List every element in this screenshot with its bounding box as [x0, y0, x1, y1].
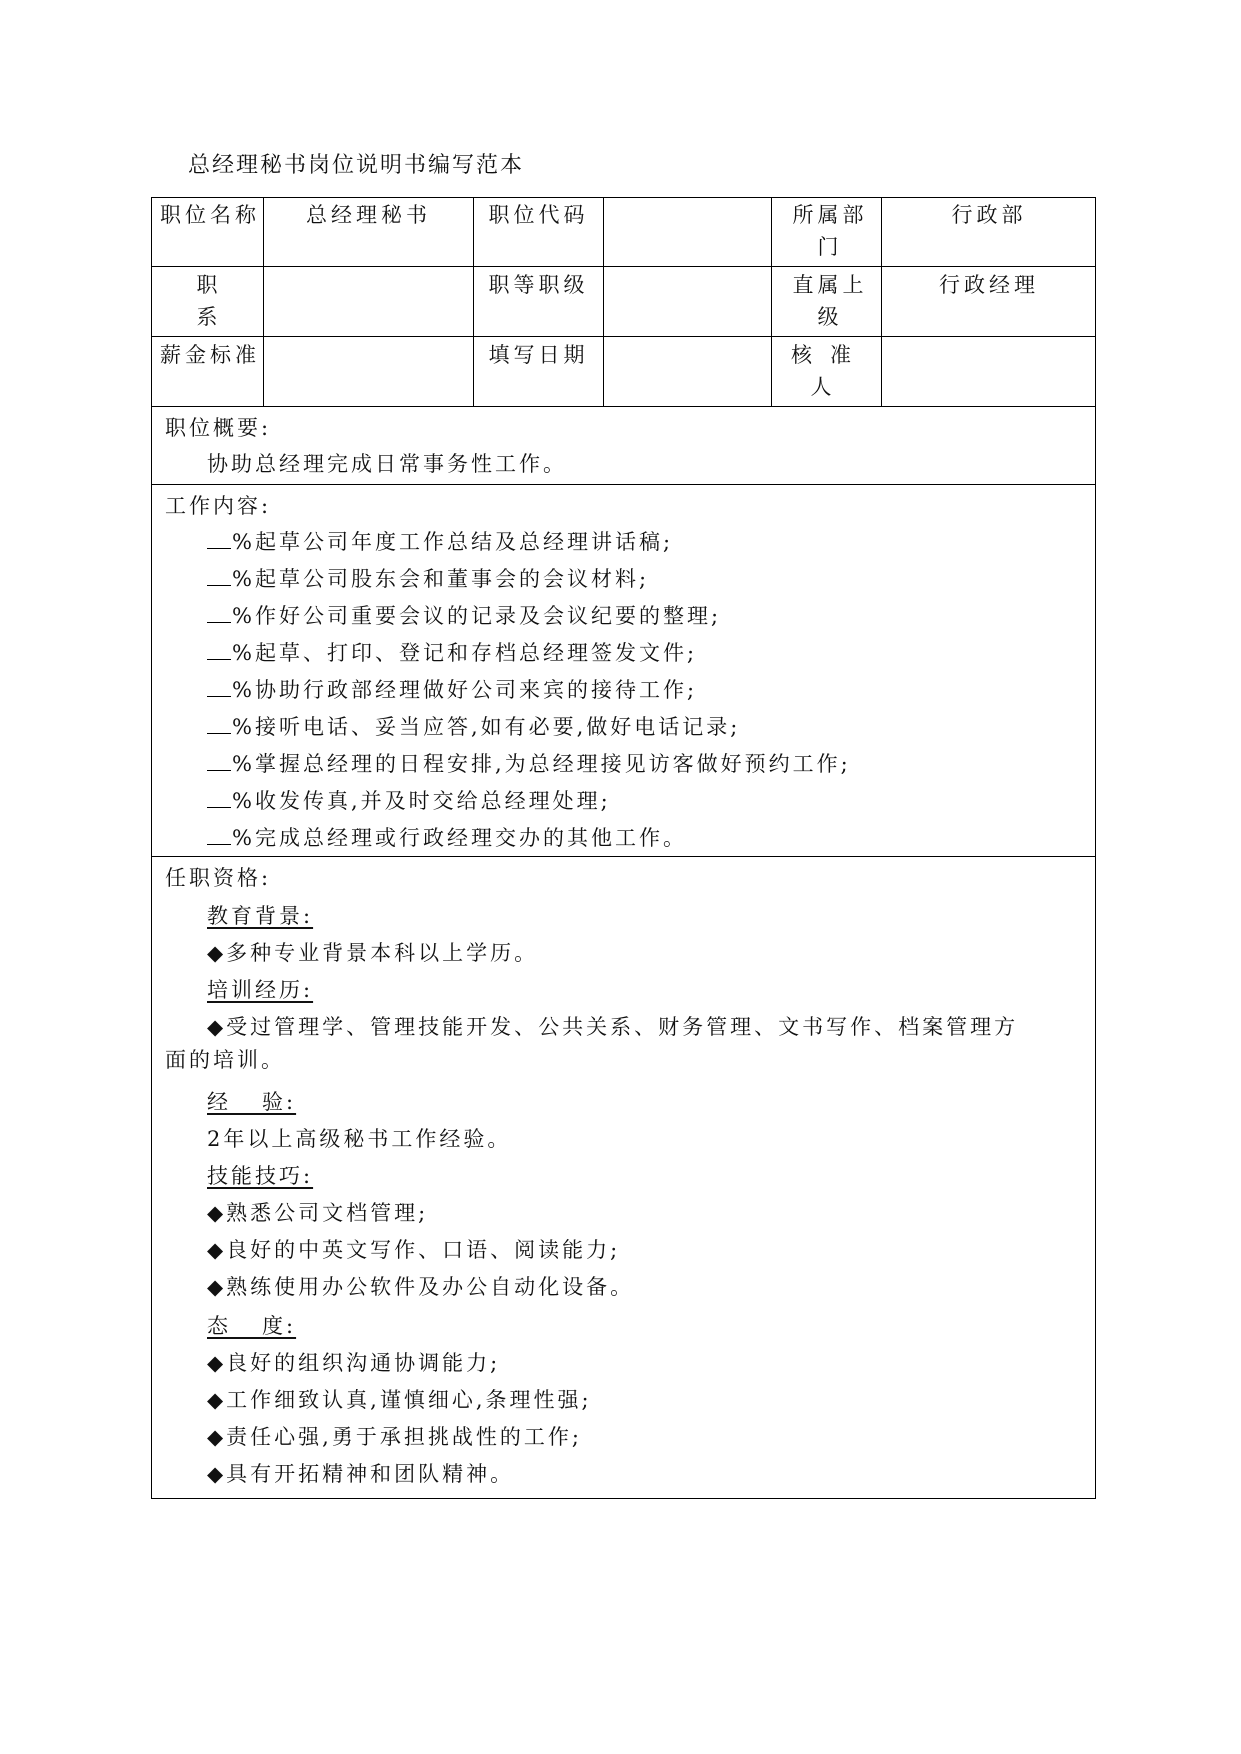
attitude-item: ◆良好的组织沟通协调能力; — [207, 1351, 501, 1375]
row-divider — [151, 336, 1096, 337]
section-divider — [151, 484, 1096, 485]
work-item — [207, 598, 721, 634]
label-approver: 核准人 — [791, 343, 869, 399]
experience-text: 2年以上高级秘书工作经验。 — [207, 1127, 512, 1151]
label-grade: 职等职级 — [488, 273, 589, 297]
attitude-item: ◆工作细致认真,谨慎细心,条理性强; — [207, 1388, 592, 1412]
col-divider — [771, 197, 772, 406]
attitude-label-part: 态 — [207, 1314, 262, 1338]
experience-label-part: 经 — [207, 1090, 262, 1114]
percent-blank — [207, 787, 231, 808]
section-divider — [151, 856, 1096, 857]
work-heading: 工作内容: — [165, 494, 272, 518]
work-item — [207, 524, 673, 560]
summary-heading: 职位概要: — [165, 416, 272, 440]
document-title: 总经理秘书岗位说明书编写范本 — [188, 153, 525, 178]
education-item: ◆多种专业背景本科以上学历。 — [207, 941, 539, 965]
label-job-family: 职系 — [196, 273, 222, 329]
attitude-item: ◆具有开拓精神和团队精神。 — [207, 1462, 515, 1486]
summary-text: 协助总经理完成日常事务性工作。 — [207, 452, 567, 476]
work-item — [207, 635, 697, 671]
work-item — [207, 672, 697, 708]
qualification-heading: 任职资格: — [165, 866, 272, 890]
attitude-label — [207, 1308, 296, 1344]
percent-blank — [207, 639, 231, 660]
work-item-text: %收发传真,并及时交给总经理处理; — [232, 789, 611, 813]
value-position-name: 总经理秘书 — [306, 203, 431, 227]
training-item-continued: 面的培训。 — [165, 1048, 285, 1072]
work-item-text: %起草、打印、登记和存档总经理签发文件; — [232, 641, 698, 665]
label-department: 所属部门 — [792, 203, 868, 259]
row-divider — [151, 266, 1096, 267]
work-item — [207, 561, 649, 597]
label-fill-date: 填写日期 — [488, 343, 589, 367]
row-divider — [151, 406, 1096, 407]
attitude-label-part: 度: — [262, 1314, 297, 1338]
work-item-text: %掌握总经理的日程安排,为总经理接见访客做好预约工作; — [232, 752, 851, 776]
attitude-item: ◆责任心强,勇于承担挑战性的工作; — [207, 1425, 582, 1449]
work-item-text: %起草公司年度工作总结及总经理讲话稿; — [232, 530, 674, 554]
work-item-text: %作好公司重要会议的记录及会议纪要的整理; — [232, 604, 722, 628]
label-salary-standard: 薪金标准 — [160, 343, 260, 367]
percent-blank — [207, 528, 231, 549]
percent-blank — [207, 824, 231, 845]
label-position-name: 职位名称 — [160, 203, 260, 227]
work-item — [207, 820, 687, 856]
label-position-code: 职位代码 — [488, 203, 589, 227]
skill-item: ◆良好的中英文写作、口语、阅读能力; — [207, 1238, 621, 1262]
percent-blank — [207, 602, 231, 623]
work-item — [207, 783, 611, 819]
percent-blank — [207, 676, 231, 697]
skill-item: ◆熟悉公司文档管理; — [207, 1201, 429, 1225]
value-supervisor: 行政经理 — [939, 273, 1039, 297]
label-supervisor: 直属上级 — [792, 273, 868, 329]
work-item — [207, 709, 740, 745]
work-item-text: %起草公司股东会和董事会的会议材料; — [232, 567, 650, 591]
skills-label: 技能技巧: — [207, 1164, 314, 1188]
value-department: 行政部 — [951, 203, 1027, 227]
col-divider — [603, 197, 604, 406]
work-item-text: %接听电话、妥当应答,如有必要,做好电话记录; — [232, 715, 741, 739]
work-item-text: %完成总经理或行政经理交办的其他工作。 — [232, 826, 687, 850]
training-item: ◆受过管理学、管理技能开发、公共关系、财务管理、文书写作、档案管理方 — [207, 1015, 1019, 1039]
work-item-text: %协助行政部经理做好公司来宾的接待工作; — [232, 678, 698, 702]
training-label: 培训经历: — [207, 978, 314, 1002]
percent-blank — [207, 565, 231, 586]
experience-label — [207, 1084, 296, 1120]
percent-blank — [207, 750, 231, 771]
percent-blank — [207, 713, 231, 734]
experience-label-part: 验: — [262, 1090, 297, 1114]
education-label: 教育背景: — [207, 904, 314, 928]
skill-item: ◆熟练使用办公软件及办公自动化设备。 — [207, 1275, 635, 1299]
work-item — [207, 746, 851, 782]
